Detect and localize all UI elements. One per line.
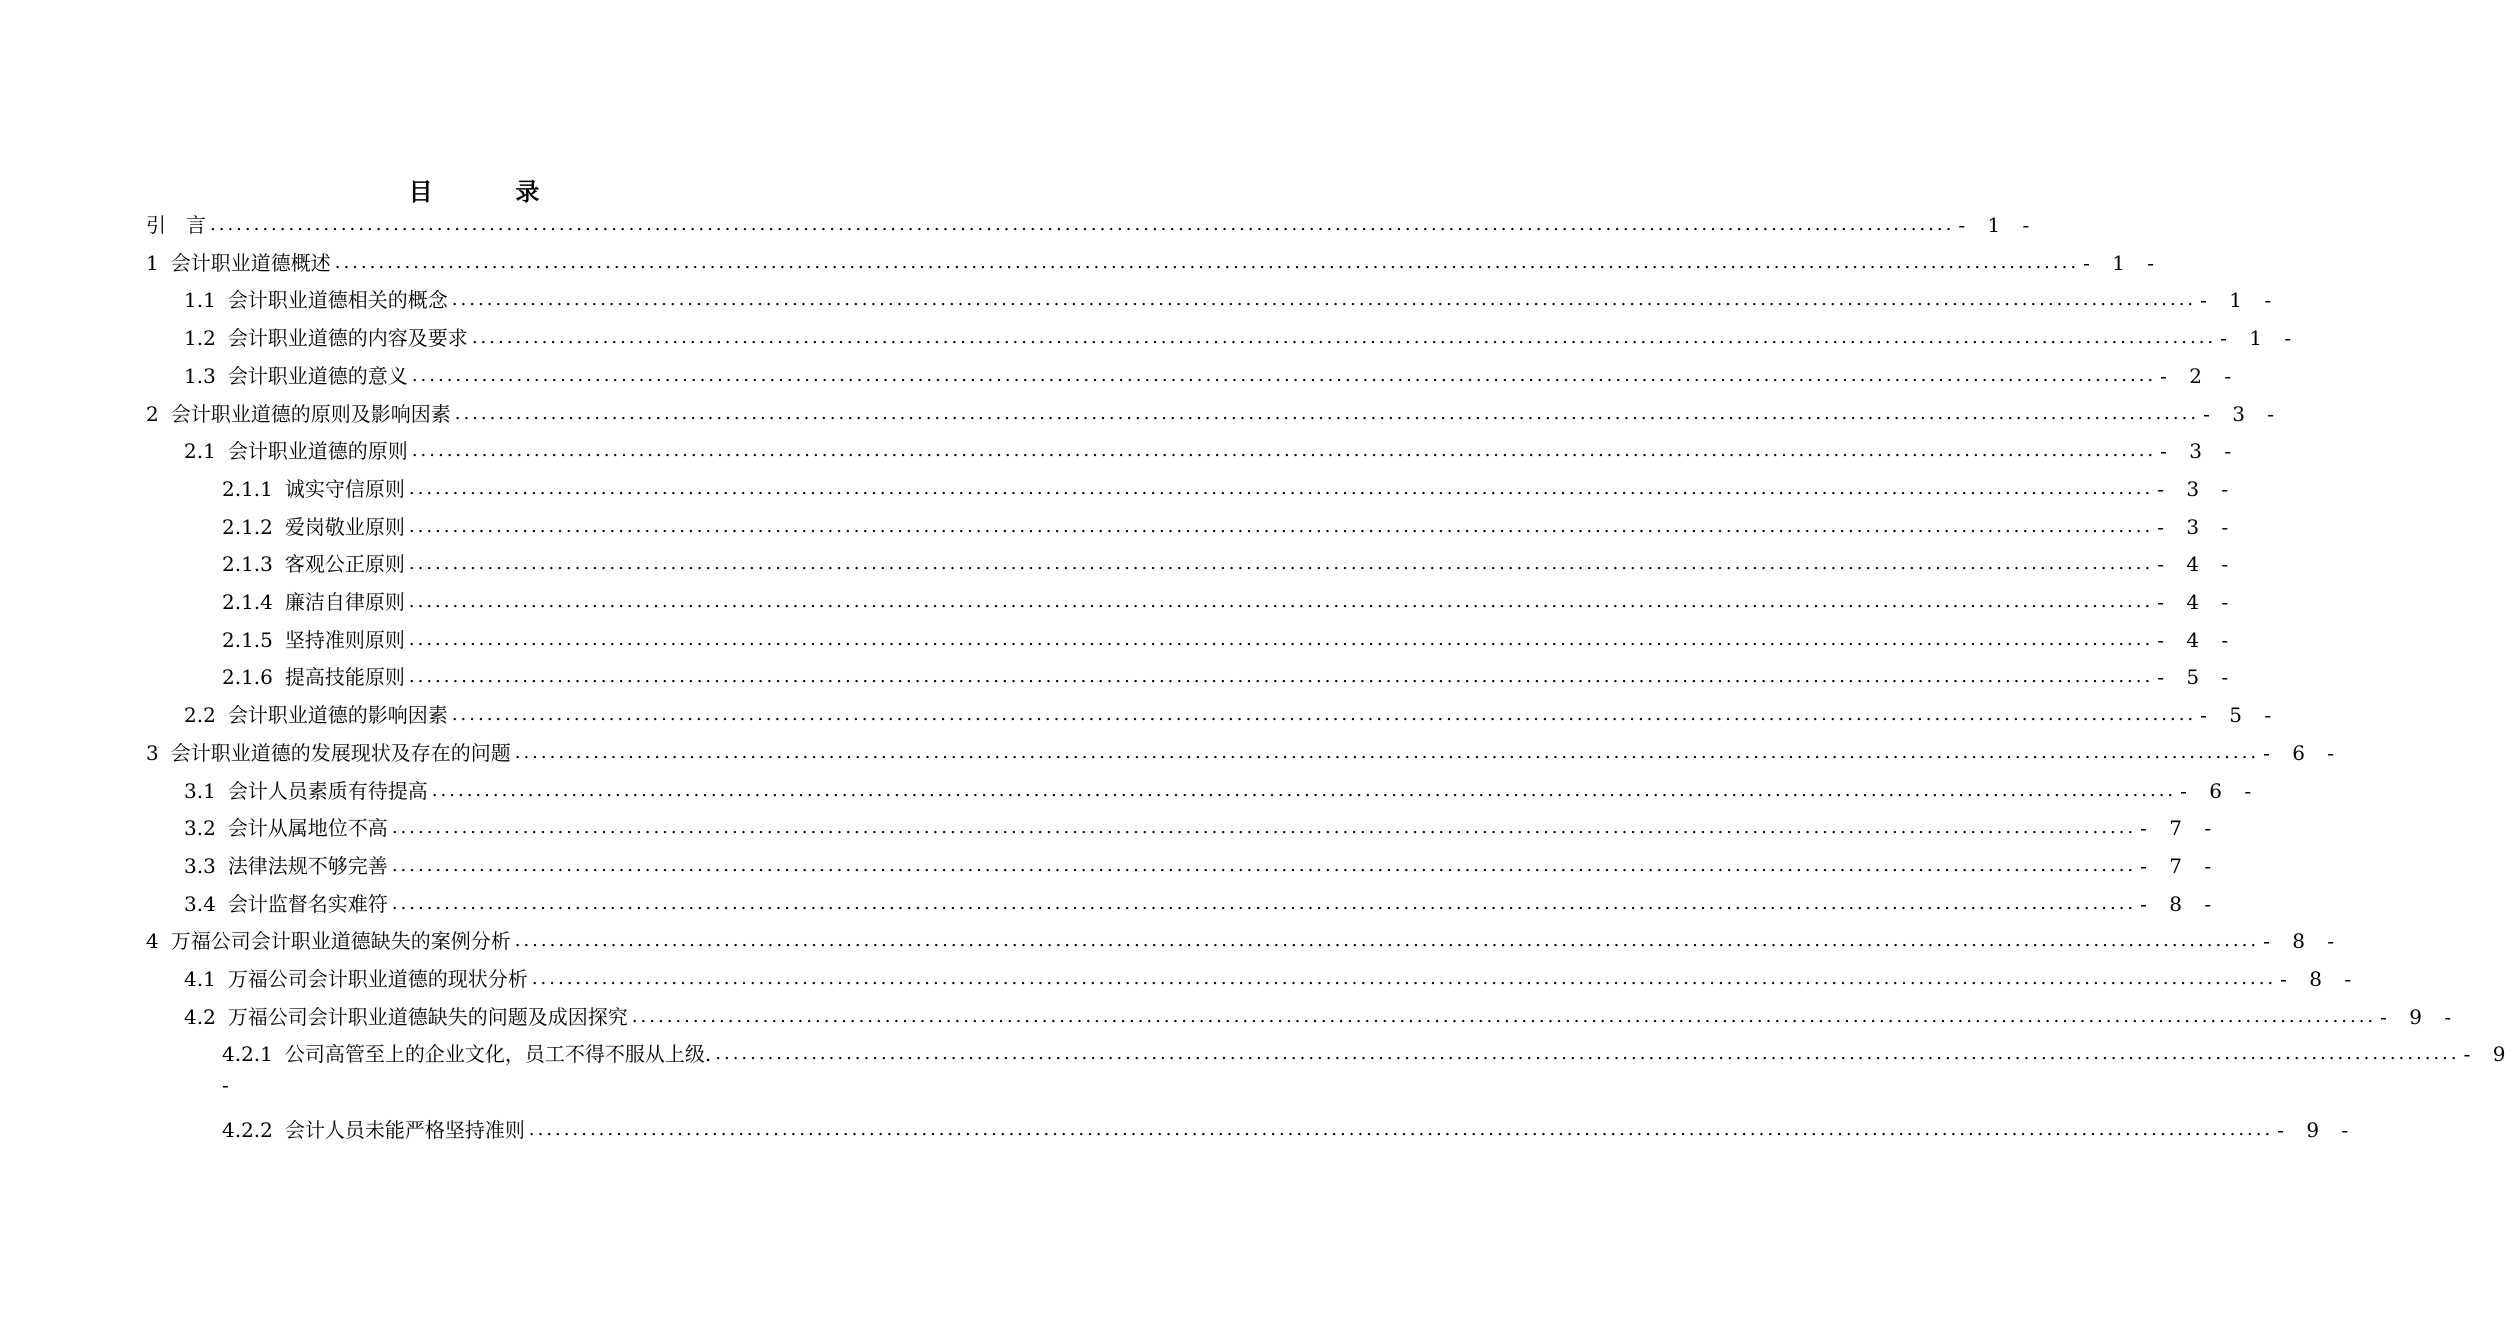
toc-entry-label: 公司高管至上的企业文化，员工不得不服从上级. [284, 1042, 712, 1067]
toc-title-left: 目 [408, 177, 435, 206]
toc-page-number: - 9 - [2277, 1117, 2357, 1142]
toc-leader-dots: ........................................................................................................................................................................................................ [411, 440, 2157, 462]
toc-leader-dots: ........................................................................................................................................................................................................ [431, 779, 2177, 801]
toc-entry[interactable] [184, 696, 2280, 734]
toc-page-number: - 7 - [2140, 853, 2220, 878]
toc-entry[interactable] [222, 658, 2237, 696]
toc-title [0, 172, 950, 207]
toc-page-number: - 6 - [2180, 778, 2260, 803]
toc-page-number: - 1 - [2083, 250, 2163, 275]
toc-leader-dots: ........................................................................................................................................................................................................ [514, 741, 2260, 763]
toc-entry-label: 会计从属地位不高 [227, 816, 388, 841]
toc-entry[interactable] [222, 1035, 2513, 1073]
toc-page-number: - 1 - [1958, 213, 2038, 237]
toc-entry-label: 会计职业道德的原则 [227, 439, 408, 464]
toc-leader-dots: ........................................................................................................................................................................................................ [528, 1118, 2274, 1140]
toc-entry-label: 会计监督名实难符 [227, 891, 388, 916]
toc-entry-label: 提高技能原则 [284, 665, 405, 690]
toc-entry[interactable] [222, 583, 2237, 621]
toc-leader-dots: ........................................................................................................................................................................................................ [471, 327, 2217, 349]
toc-entry-label: 坚持准则原则 [284, 627, 405, 652]
toc-entry-label: 会计职业道德的发展现状及存在的问题 [170, 740, 511, 765]
toc-page-number: - 9 - [2380, 1004, 2460, 1029]
toc-page-number: - 2 - [2160, 363, 2240, 388]
toc-entry-number: 2.1 [184, 439, 216, 464]
toc-page-number: - 7 - [2140, 816, 2220, 841]
toc-page-number: - 4 - [2157, 552, 2237, 577]
toc-entry[interactable] [184, 432, 2240, 470]
toc-leader-dots: ........................................................................................................................................................................................................ [454, 402, 2200, 424]
toc-leader-dots: ........................................................................................................................................................................................................ [631, 1005, 2377, 1027]
toc-entry[interactable] [184, 281, 2280, 319]
toc-entry-label: 会计职业道德的内容及要求 [227, 326, 468, 351]
toc-page-number: - 6 - [2263, 740, 2343, 765]
toc-page-number: - 8 - [2140, 891, 2220, 916]
toc-entry[interactable] [222, 621, 2237, 659]
toc-leader-dots: ........................................................................................................................................................................................................ [391, 892, 2137, 914]
toc-page-number: - 8 - [2280, 967, 2360, 991]
toc-entry-label: 万福公司会计职业道德的现状分析 [227, 967, 528, 991]
toc-entry-label: 会计人员素质有待提高 [227, 778, 428, 803]
toc-title-right: 录 [515, 177, 542, 206]
toc-leader-dots: ........................................................................................................................................................................................................ [411, 364, 2157, 386]
toc-leader-dots: ........................................................................................................................................................................................................ [408, 666, 2154, 688]
toc-entry-label: 爱岗敬业原则 [284, 514, 405, 539]
toc-entry[interactable] [146, 206, 2038, 244]
toc-leader-dots: ........................................................................................................................................................................................................ [451, 289, 2197, 311]
toc-entry-label: 万福公司会计职业道德缺失的问题及成因探究 [227, 1004, 628, 1029]
toc-entry-label: 会计职业道德概述 [170, 250, 331, 275]
toc-entry-number: 3.4 [184, 891, 216, 916]
toc-leader-dots: ........................................................................................................................................................................................................ [408, 628, 2154, 650]
toc-entry[interactable] [184, 809, 2220, 847]
toc-entry[interactable] [184, 357, 2240, 395]
toc-entry[interactable] [184, 960, 2360, 998]
toc-entry-number: 1.1 [184, 288, 216, 313]
toc-entry-number: 2.1.1 [222, 476, 273, 501]
toc-entry[interactable] [184, 847, 2220, 885]
toc-entry-number: 3.3 [184, 853, 216, 878]
toc-entry-number: 2 [146, 401, 159, 426]
toc-page-number: - 5 - [2157, 665, 2237, 690]
toc-page-number: - 9 [2463, 1042, 2513, 1067]
toc-leader-dots: ........................................................................................................................................................................................................ [408, 477, 2154, 499]
toc-entry[interactable] [222, 508, 2237, 546]
toc-entry-number: 3.1 [184, 778, 216, 803]
toc-entry-number: 1.3 [184, 363, 216, 388]
toc-entry[interactable] [222, 470, 2237, 508]
toc-leader-dots: ........................................................................................................................................................................................................ [210, 214, 1955, 235]
toc-page-number: - 5 - [2200, 703, 2280, 728]
toc-leader-dots: ........................................................................................................................................................................................................ [408, 515, 2154, 537]
toc-entry-label: 会计职业道德的影响因素 [227, 703, 448, 728]
toc-page-number-wrap: - [222, 1073, 229, 1098]
toc-entry-label: 诚实守信原则 [284, 476, 405, 501]
toc-page-number: - 4 - [2157, 590, 2237, 614]
toc-entry-number: 3.2 [184, 816, 216, 841]
toc-leader-dots: ........................................................................................................................................................................................................ [391, 854, 2137, 876]
toc-entry-number: 2.1.4 [222, 590, 273, 614]
toc-page-number: - 3 - [2160, 439, 2240, 464]
toc-entry-number: 2.1.6 [222, 665, 273, 690]
toc-entry-number: 1 [146, 250, 159, 275]
toc-entry[interactable] [184, 998, 2460, 1036]
toc-entry-number: 4.2.1 [222, 1042, 273, 1067]
toc-entry-label: 会计职业道德相关的概念 [227, 288, 448, 313]
toc-entry-label: 会计职业道德的原则及影响因素 [170, 401, 451, 426]
toc-entry[interactable] [146, 734, 2343, 772]
toc-page-number: - 8 - [2263, 929, 2343, 954]
toc-entry-number: 3 [146, 740, 159, 765]
toc-entry-label: 客观公正原则 [284, 552, 405, 577]
toc-leader-dots: ........................................................................................................................................................................................................ [334, 251, 2080, 273]
toc-page-number: - 3 - [2157, 514, 2237, 539]
toc-entry-number: 2.2 [184, 703, 216, 728]
toc-entry-number: 4.1 [184, 967, 216, 991]
toc-entry-label: 引 言 [146, 213, 206, 237]
toc-entry[interactable] [184, 772, 2260, 810]
toc-entry-number: 1.2 [184, 326, 216, 351]
toc-leader-dots: ........................................................................................................................................................................................................ [408, 553, 2154, 575]
toc-entry-number: 2.1.2 [222, 514, 273, 539]
toc-leader-dots: ........................................................................................................................................................................................................ [391, 817, 2137, 839]
toc-page-number: - 4 - [2157, 627, 2237, 652]
toc-leader-dots: ........................................................................................................................................................................................................ [531, 968, 2277, 989]
toc-entry-number: 4.2 [184, 1004, 216, 1029]
toc-entry[interactable] [146, 922, 2343, 960]
toc-page-number: - 1 - [2220, 326, 2300, 351]
toc-entry[interactable] [222, 1111, 2357, 1149]
toc-entry-label: 会计人员未能严格坚持准则 [284, 1117, 525, 1142]
toc-entry-label: 会计职业道德的意义 [227, 363, 408, 388]
toc-entry-label: 万福公司会计职业道德缺失的案例分析 [170, 929, 511, 954]
toc-entry[interactable] [146, 395, 2283, 433]
toc-entry[interactable] [184, 885, 2220, 923]
toc-leader-dots: ........................................................................................................................................................................................................ [451, 704, 2197, 726]
toc-leader-dots: ........................................................................................................................................................................................................ [514, 930, 2260, 952]
toc-entry-number: 4 [146, 929, 159, 954]
toc-entry-number: 2.1.3 [222, 552, 273, 577]
toc-entry-number: 2.1.5 [222, 627, 273, 652]
toc-entry-number: 4.2.2 [222, 1117, 273, 1142]
toc-entry-label: 廉洁自律原则 [284, 590, 405, 614]
toc-page-number: - 1 - [2200, 288, 2280, 313]
toc-page-number: - 3 - [2203, 401, 2283, 426]
toc-leader-dots: ........................................................................................................................................................................................................ [408, 591, 2154, 612]
toc-entry[interactable] [184, 319, 2300, 357]
toc-entry[interactable] [146, 244, 2163, 282]
toc-entry-label: 法律法规不够完善 [227, 853, 388, 878]
toc-entry[interactable] [222, 545, 2237, 583]
toc-page-number: - 3 - [2157, 476, 2237, 501]
toc-leader-dots: ........................................................................................................................................................................................................ [715, 1043, 2460, 1065]
